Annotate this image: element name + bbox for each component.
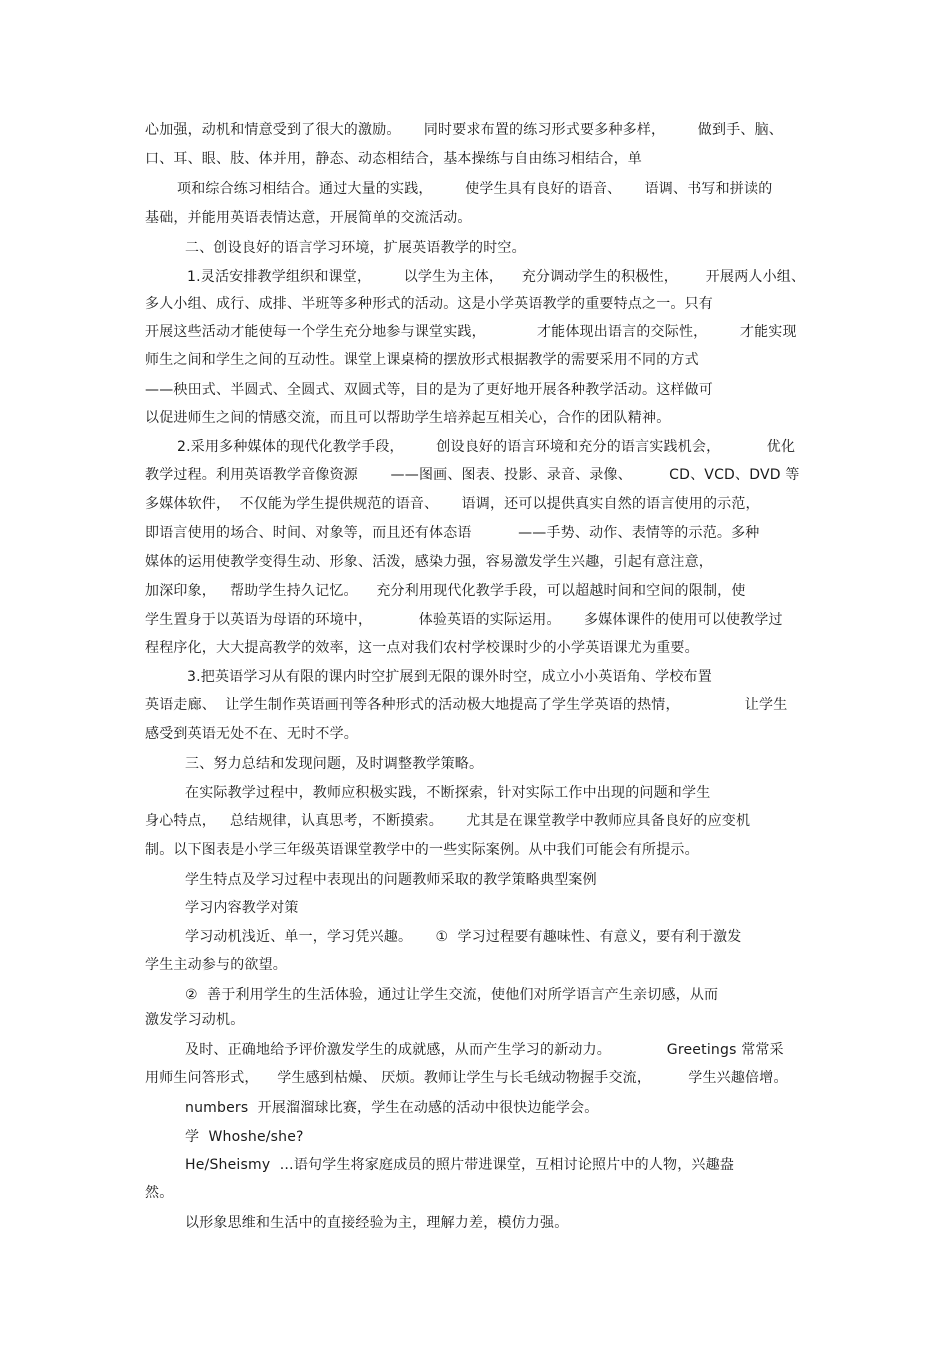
text-line: 在实际教学过程中，教师应积极实践，不断探索，针对实际工作中出现的问题和学生 [185, 785, 711, 801]
text-line: 学生特点及学习过程中表现出的问题教师采取的教学策略典型案例 [185, 872, 597, 888]
text-line: 基础，并能用英语表情达意，开展简单的交流活动。 [145, 210, 472, 226]
text-line: 制。以下图表是小学三年级英语课堂教学中的一些实际案例。从中我们可能会有所提示。 [145, 842, 699, 858]
text-line: 学习动机浅近、单一，学习凭兴趣。 ① 学习过程要有趣味性、有意义，要有利于激发 [185, 929, 742, 945]
text-line: 以形象思维和生活中的直接经验为主，理解力差，模仿力强。 [185, 1215, 569, 1231]
text-line: ② 善于利用学生的生活体验，通过让学生交流，使他们对所学语言产生亲切感，从而 [185, 987, 719, 1003]
text-line: numbers 开展溜溜球比赛，学生在动感的活动中很快边能学会。 [185, 1100, 599, 1116]
text-line: 及时、正确地给予评价激发学生的成就感，从而产生学习的新动力。 Greetings 常常采 [185, 1042, 784, 1058]
section-heading: 三、努力总结和发现问题，及时调整教学策略。 [185, 756, 484, 772]
text-line: 程程序化，大大提高教学的效率，这一点对我们农村学校课时少的小学英语课尤为重要。 [145, 640, 699, 656]
text-line: 学习内容教学对策 [185, 900, 299, 916]
text-line: 教学过程。利用英语教学音像资源 ——图画、图表、投影、录音、录像、 CD、VCD、DVD 等 [145, 467, 800, 483]
text-line: 以促进师生之间的情感交流，而且可以帮助学生培养起互相关心，合作的团队精神。 [145, 410, 671, 426]
text-line: 多人小组、成行、成排、半班等多种形式的活动。这是小学英语教学的重要特点之一。只有 [145, 296, 713, 312]
text-line: 项和综合练习相结合。通过大量的实践， 使学生具有良好的语音、 语调、书写和拼读的 [177, 181, 773, 197]
text-line: 多媒体软件， 不仅能为学生提供规范的语音、 语调，还可以提供真实自然的语言使用的示范， [145, 496, 760, 512]
text-line: 激发学习动机。 [145, 1012, 245, 1028]
text-line: 英语走廊、 让学生制作英语画刊等各种形式的活动极大地提高了学生学英语的热情， 让学生 [145, 697, 788, 713]
text-line: 然。 [145, 1185, 174, 1201]
text-line: 用师生问答形式， 学生感到枯燥、 厌烦。教师让学生与长毛绒动物握手交流， 学生兴趣倍增。 [145, 1070, 788, 1086]
text-line: 3.把英语学习从有限的课内时空扩展到无限的课外时空，成立小小英语角、学校布置 [187, 669, 712, 685]
text-line: 开展这些活动才能使每一个学生充分地参与课堂实践， 才能体现出语言的交际性， 才能实现 [145, 324, 797, 340]
section-heading: 二、创设良好的语言学习环境，扩展英语教学的时空。 [185, 240, 526, 256]
text-line: 心加强，动机和情意受到了很大的激励。 同时要求布置的练习形式要多种多样， 做到手、脑、 [145, 122, 783, 138]
text-line: 学生置身于以英语为母语的环境中， 体验英语的实际运用。 多媒体课件的使用可以使教学过 [145, 612, 783, 628]
text-line: 1.灵活安排教学组织和课堂， 以学生为主体， 充分调动学生的积极性， 开展两人小组、 [187, 269, 806, 285]
text-line: 学 Whoshe/she? [185, 1129, 304, 1145]
text-line: 感受到英语无处不在、无时不学。 [145, 726, 358, 742]
text-line: ——秧田式、半圆式、全圆式、双圆式等，目的是为了更好地开展各种教学活动。这样做可 [145, 382, 713, 398]
text-line: 2.采用多种媒体的现代化教学手段， 创设良好的语言环境和充分的语言实践机会， 优化 [177, 439, 796, 455]
text-line: 加深印象， 帮助学生持久记忆。 充分利用现代化教学手段，可以超越时间和空间的限制，使 [145, 583, 746, 599]
text-line: 媒体的运用使教学变得生动、形象、活泼，感染力强，容易激发学生兴趣，引起有意注意， [145, 554, 713, 570]
text-line: 口、耳、眼、肢、体并用，静态、动态相结合，基本操练与自由练习相结合，单 [145, 151, 642, 167]
text-line: 学生主动参与的欲望。 [145, 957, 287, 973]
text-line: 身心特点， 总结规律，认真思考，不断摸索。 尤其是在课堂教学中教师应具备良好的应变机 [145, 813, 751, 829]
text-line: 师生之间和学生之间的互动性。课堂上课桌椅的摆放形式根据教学的需要采用不同的方式 [145, 352, 699, 368]
text-line: He/Sheismy …语句学生将家庭成员的照片带进课堂，互相讨论照片中的人物，兴趣盎 [185, 1157, 735, 1173]
text-line: 即语言使用的场合、时间、对象等，而且还有体态语 ——手势、动作、表情等的示范。多种 [145, 525, 760, 541]
